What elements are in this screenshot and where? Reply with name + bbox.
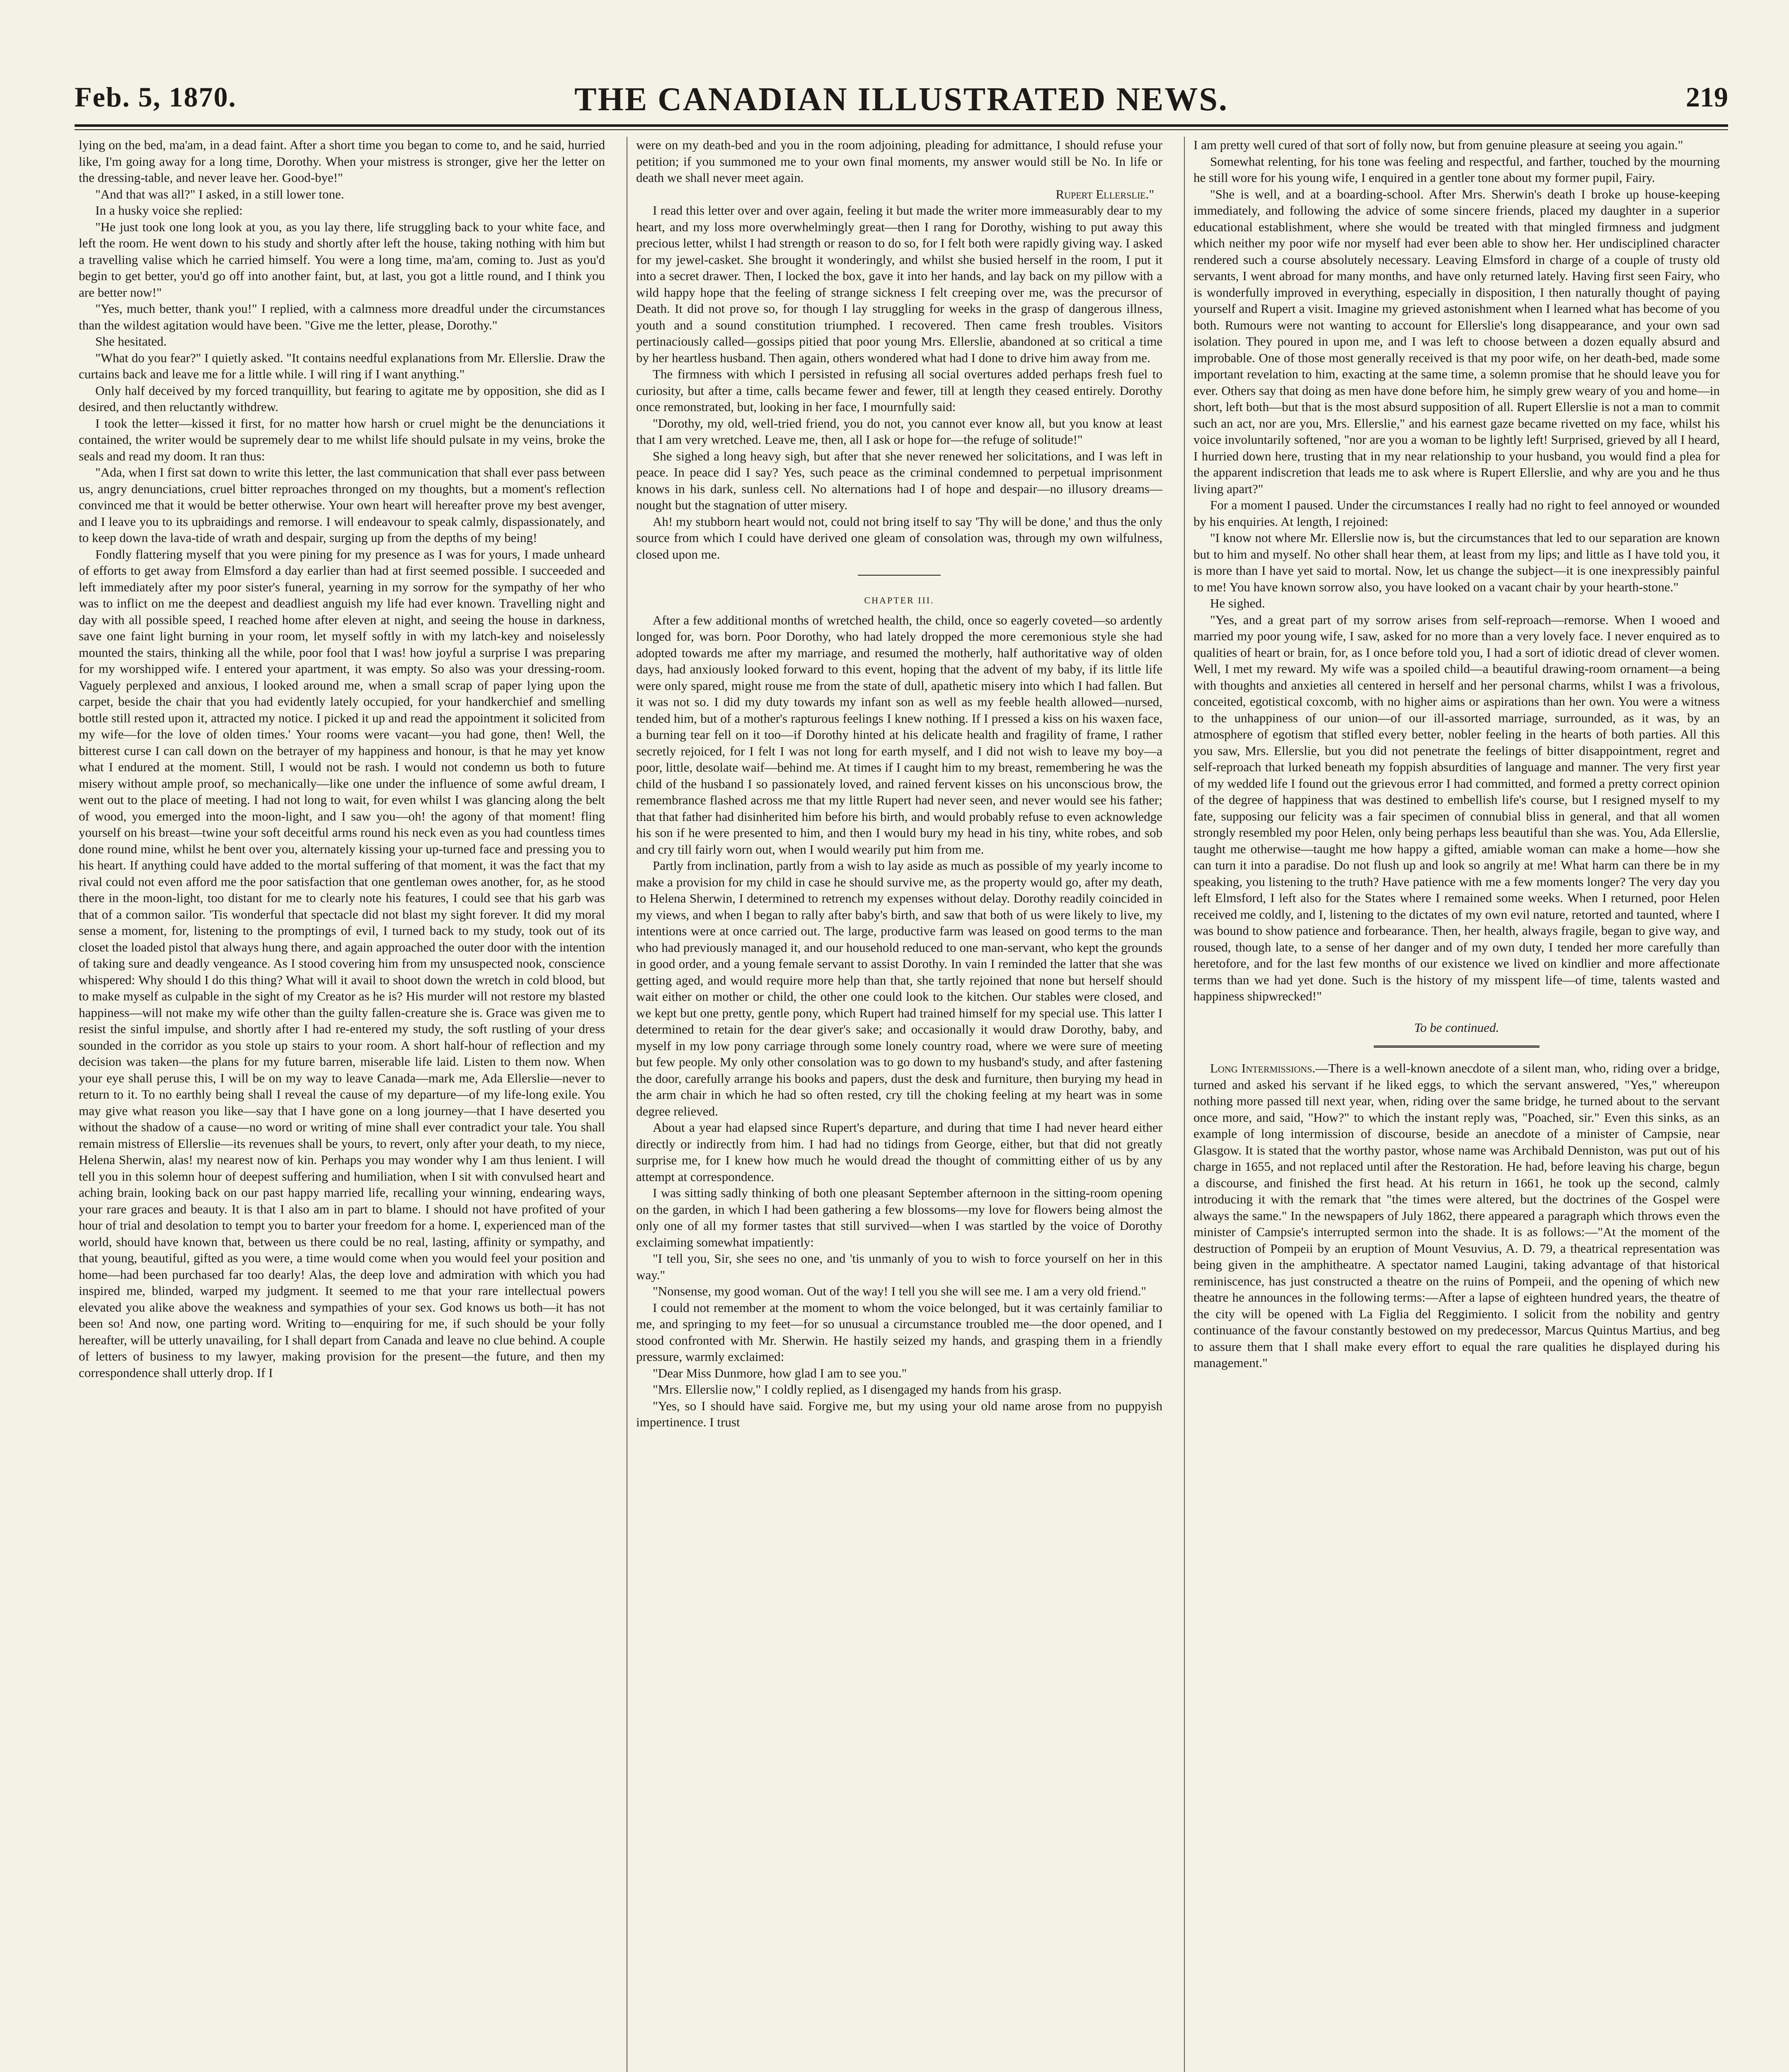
column-3 bbox=[1193, 137, 1720, 2072]
paragraph: "Mrs. Ellerslie now," I coldly replied, as I disengaged my hands from his grasp. bbox=[653, 1382, 1062, 1397]
masthead bbox=[75, 81, 1728, 118]
paragraph: "And that was all?" I asked, in a still lower tone. bbox=[95, 186, 344, 201]
paragraph: "What do you fear?" I quietly asked. "It contains needful explanations from Mr. Ellerslie. Draw the curtains back and leave me for a little while. I will ring if I want anything." bbox=[79, 350, 605, 381]
page-number: 219 bbox=[1686, 81, 1728, 113]
section-divider bbox=[858, 575, 941, 576]
newspaper-title: THE CANADIAN ILLUSTRATED NEWS. bbox=[574, 81, 1228, 118]
chapter-heading: CHAPTER III. bbox=[864, 595, 934, 605]
issue-date: Feb. 5, 1870. bbox=[75, 81, 237, 113]
article-title: Long Intermissions. bbox=[1210, 1061, 1316, 1075]
paragraph: I am pretty well cured of that sort of folly now, but from genuine pleasure at seeing you again." bbox=[1193, 138, 1683, 152]
column-divider bbox=[1184, 137, 1185, 2072]
paragraph: The firmness with which I persisted in refusing all social overtures added perhaps fresh fuel to curiosity, but after a time, calls became fewer and fewer, till at length they ceased entirely. Dorothy once remonstrated, but, looking in her face, I mournfully said: bbox=[636, 367, 1162, 414]
paragraph: In a husky voice she replied: bbox=[95, 203, 243, 218]
paragraph: "Yes, so I should have said. Forgive me, but my using your old name arose from no puppyish impertinence. I trust bbox=[636, 1398, 1162, 1429]
paragraph: "Nonsense, my good woman. Out of the way! I tell you she will see me. I am a very old friend." bbox=[653, 1284, 1146, 1298]
masthead-rule-thin bbox=[75, 129, 1728, 130]
paragraph: Fondly flattering myself that you were pining for my presence as I was for yours, I made unheard of efforts to get away from Elmsford a day earlier than had at first seemed possible. I succeeded and left immediately after my poor sister's funeral, yearning in my sorrow for the sympathy of her who was to inflict on me the deepest and deadliest anguish my life had ever known. Travelling night and day with all possible speed, I reached home after eleven at night, and seeing the house in darkness, save one faint light burning in your room, let myself softly in with my latch-key and noiselessly mounted the stairs, thinking all the while, poor fool that I was! how joyful a surprise I was preparing for my worshipped wife. I entered your apartment, it was empty. So also was your dressing-room. Vaguely perplexed and anxious, I looked around me, when a small scrap of paper lying upon the carpet, beside the chair that you had evidently lately occupied, for your handkerchief and smelling bottle still rested upon it, attracted my notice. I picked it up and read the appointment it solicited from my wife—for the love of olden times.' Your rooms were vacant—you had gone, then! Well, the bitterest curse I can call down on the betrayer of my happiness and honour, is that he may yet know what I endured at the moment. Still, I would not be rash. I would not condemn us both to future misery without ample proof, so mechanically—like one under the influence of some awful dream, I went out to the place of meeting. I had not long to wait, for even whilst I was glancing along the belt of wood, you emerged into the moon-light, and I saw you—oh! the agony of that moment! fling yourself on his breast—twine your soft deceitful arms round his neck even as you had countless times done round mine, whilst he bent over you, alternately kissing your up-turned face and pressing you to his heart. If anything could have added to the mortal suffering of that moment, it was the fact that my rival could not even afford me the poor satisfaction that one gentleman owes another, for, as he stood there in the moon-light, too distant for me to clearly note his features, I could see that his garb was that of a common sailor. 'Tis wonderful that spectacle did not blast my sight forever. It did my moral sense a moment, for, listening to the promptings of evil, I turned back to my study, took out of its closet the loaded pistol that always hung there, and again approached the outer door with the intention of taking sure and deadly vengeance. As I stood covering him from my unsuspected nook, conscience whispered: Why should I do this thing? What will it avail to shoot down the wretch in cold blood, but to make myself as culpable in the sight of my Creator as he is? His murder will not restore my blasted happiness—will not make my wife other than the guilty fallen-creature she is. Grace was given me to resist the sinful impulse, and shortly after I had re-entered my study, the soft rustling of your dress sounded in the corridor as you stole up stairs to your room. A short half-hour of reflection and my decision was taken—the plans for my future barren, miserable life laid. Listen to them now. When your eye shall peruse this, I will be on my way to leave Canada—mark me, Ada Ellerslie—never to return to it. To no earthly being shall I reveal the cause of my departure—of my life-long exile. You may give what reason you like—say that I have gone on a long journey—that I have deserted you without the shadow of a cause—no word or writing of mine shall ever contradict your tale. You shall remain mistress of Ellerslie—its revenues shall be yours, to revert, only after your death, to my niece, Helena Sherwin, alas! my nearest now of kin. Perhaps you may wonder why I am thus lenient. I will tell you in this solemn hour of deepest suffering and humiliation, when I sit with convulsed heart and aching brain, looking back on our past happy married life, recalling your winning, endearing ways, your rare graces and beauty. It is that I also am in part to blame. I should not have profited of your hour of trial and desolation to tempt you to barter your freedom for a home. I, experienced man of the world, should have known that, between us there could be no real, lasting, affinity or sympathy, and that young, beautiful, gifted as you were, a time would come when you would feel your position and home—had been purchased far too dearly! Alas, the deep love and admiration with which you had inspired me, blinded, warped my judgment. It seemed to me that your rare intellectual powers elevated you alike above the weakness and sympathies of your sex. God knows us both—it has not been so! And now, one parting word. Writing to—enquiring for me, if such should be your folly hereafter, will be utterly unavailing, for I shall depart from Canada and leave no clue behind. A couple of letters of business to my lawyer, making provision for the present—the future, and then my correspondence shall utterly drop. If I bbox=[79, 547, 605, 1380]
paragraph: "Dorothy, my old, well-tried friend, you do not, you cannot ever know all, but you know at least that I am very wretched. Leave me, then, all I ask or hope for—the refuge of solitude!" bbox=[636, 416, 1162, 447]
column-1 bbox=[79, 137, 605, 2072]
paragraph: She sighed a long heavy sigh, but after that she never renewed her solicitations, and I was left in peace. In peace did I say? Yes, such peace as the criminal condemned to perpetual imprisonment knows in his dark, sunless cell. No alternations had I of hope and despair—no illusory dreams—nought but the stagnation of utter misery. bbox=[636, 448, 1162, 512]
paragraph: "Yes, and a great part of my sorrow arises from self-reproach—remorse. When I wooed and married my poor young wife, I saw, asked for no more than a very lovely face. I never enquired as to qualities of heart or brain, for, as I once before told you, I had a sort of idiotic dread of clever women. Well, I met my reward. My wife was a spoiled child—a beautiful drawing-room ornament—a being with thoughts and anxieties all centered in herself and her personal charms, whilst I was a frivolous, conceited, egotistical coxcomb, with no higher aims or aspirations than her own. You were a witness to the unhappiness of our union—of our ill-assorted marriage, surrounded, as it was, by an atmosphere of egotism that stifled every better, nobler feeling in the hearts of both parties. All this you saw, Mrs. Ellerslie, but you did not penetrate the feelings of bitter disappointment, regret and self-reproach that lurked beneath my foppish absurdities of language and manner. The very first year of my wedded life I found out the grievous error I had committed, and formed a pretty correct opinion of the degree of happiness that was destined to embellish life's course, but I resigned myself to my fate, supposing our felicity was a fair specimen of connubial bliss in general, and that all women strongly resembled my poor Helen, only being perhaps less beautiful than she was. You, Ada Ellerslie, taught me otherwise—taught me how happy a gifted, amiable woman can make a home—how she can turn it into a paradise. Do not flush up and look so angrily at me! What harm can there be in my speaking, you listening to the truth? Have patience with me a few moments longer? The very day you left Elmsford, I left also for the States where I remained some weeks. When I returned, poor Helen received me coldly, and I, listening to the dictates of my own evil nature, retorted and taunted, where I was bound to show patience and forbearance. Then, her health, always fragile, began to give way, and roused, though late, to a sense of her danger and of my own duty, I tended her more carefully than heretofore, and for the last few months of our existence we lived on kindlier and more affectionate terms than we had yet done. Such is the history of my misspent life—of time, talents wasted and happiness shipwrecked!" bbox=[1193, 612, 1720, 1003]
paragraph: Somewhat relenting, for his tone was feeling and respectful, and farther, touched by the mourning he still wore for his young wife, I enquired in a gentler tone about my former pupil, Fairy. bbox=[1193, 154, 1720, 185]
to-be-continued: To be continued. bbox=[1414, 1020, 1499, 1035]
article-body: —There is a well-known anecdote of a silent man, who, riding over a bridge, turned and asked his servant if he liked eggs, to which the servant answered, "Yes," whereupon nothing more passed till next year, when, riding over the same bridge, he turned about to the servant once more, and said, "How?" to which the instant reply was, "Poached, sir." Even this sinks, as an example of long intermission of discourse, beside an anecdote of a minister of Campsie, near Glasgow. It is stated that the worthy pastor, whose name was Archibald Denniston, was put out of his charge in 1655, and not replaced until after the Restoration. He had, before leaving his charge, begun a discourse, and finished the first head. At his return in 1661, he took up the second, calmly introducing it with the remark that "the times were altered, but the doctrines of the Gospel were always the same." In the newspapers of July 1862, there appeared a paragraph which throws even the minister of Campsie's interrupted sermon into the shade. It is as follows:—"At the moment of the destruction of Pompeii by an eruption of Mount Vesuvius, A. D. 79, a theatrical representation was being given in the amphitheatre. A spectator named Laugini, taking advantage of that historical reminiscence, has just constructed a theatre on the ruins of Pompeii, and the opening of which new theatre he announces in the following terms:—After a lapse of eighteen hundred years, the theatre of the city will be opened with La Figlia del Reggimiento. I solicit from the nobility and gentry continuance of the favour constantly bestowed on my predecessor, Marcus Quintus Martius, and beg to assure them that I shall make every effort to equal the rare qualities he displayed during his management." bbox=[1193, 1061, 1720, 1370]
paragraph: Only half deceived by my forced tranquillity, but fearing to agitate me by opposition, she did as I desired, and then reluctantly withdrew. bbox=[79, 383, 605, 414]
paragraph: I could not remember at the moment to whom the voice belonged, but it was certainly familiar to me, and springing to my feet—for so unusual a circumstance troubled me—the door opened, and I stood confronted with Mr. Sherwin. He hastily seized my hands, and grasping them in a friendly pressure, warmly exclaimed: bbox=[636, 1300, 1162, 1364]
paragraph: "Ada, when I first sat down to write this letter, the last communication that shall ever pass between us, angry denunciations, cruel bitter reproaches thronged on my thoughts, but a moment's reflection convinced me that it would be better otherwise. Your own heart will hereafter prove my best avenger, and I leave you to its upbraidings and remorse. I will endeavour to speak calmly, dispassionately, and to keep down the lava-tide of wrath and despair, surging up from the depths of my being! bbox=[79, 465, 605, 545]
paragraph: Partly from inclination, partly from a wish to lay aside as much as possible of my yearly income to make a provision for my child in case he should survive me, as the property would go, after my death, to Helena Sherwin, I determined to retrench my expenses without delay. Dorothy readily coincided in my views, and when I began to rally after baby's birth, and saw that both of us were likely to live, my intentions were at once carried out. The large, productive farm was leased on good terms to the man who had previously managed it, and our household reduced to one man-servant, who kept the grounds in good order, and a young female servant to assist Dorothy. In vain I reminded the latter that she was getting aged, and would require more help than that, she tartly rejoined that none but herself should wait either on mother or child, the other one could look to the kitchen. Our stables were closed, and we kept but one pretty, gentle pony, which Rupert had trained himself for my special use. This latter I determined to retain for the dear giver's sake; and occasionally it would draw Dorothy, baby, and myself in my low pony carriage through some lonely country road, where we were sure of meeting but few people. My only other consolation was to go down to my husband's study, and after fastening the door, carefully arrange his books and papers, dust the desk and furniture, then burying my head in the arm chair in which he had so often rested, cry till the choking feeling at my heart was in some degree relieved. bbox=[636, 858, 1162, 1118]
paragraph: "I know not where Mr. Ellerslie now is, but the circumstances that led to our separation are known but to him and myself. No other shall hear them, at least from my lips; and little as I have told you, it is more than I have yet said to mortal. Now, let us change the subject—it is one inexpressibly painful to me! You have known sorrow also, you have looked on a vacant chair by your hearth-stone." bbox=[1193, 530, 1720, 594]
article-long-intermissions bbox=[1193, 1060, 1720, 1371]
paragraph: I took the letter—kissed it first, for no matter how harsh or cruel might be the denunciations it contained, the writer would be supremely dear to me whilst life should pulsate in my veins, broke the seals and read my doom. It ran thus: bbox=[79, 416, 605, 463]
paragraph: "Yes, much better, thank you!" I replied, with a calmness more dreadful under the circumstances than the wildest agitation would have been. "Give me the letter, please, Dorothy." bbox=[79, 301, 605, 332]
paragraph: "She is well, and at a boarding-school. After Mrs. Sherwin's death I broke up house-keeping immediately, and following the advice of some sincere friends, placed my daughter in a superior educational establishment, where she would be treated with that mingled firmness and judgment which neither my poor wife nor myself had ever been able to show her. Her undisciplined character rendered such a course absolutely necessary. Leaving Elmsford in charge of a couple of trusty old servants, I went abroad for many months, and have only returned lately. Having first seen Fairy, who is wonderfully improved in everything, especially in disposition, I then naturally thought of paying yourself and Rupert a visit. Imagine my grieved astonishment when I learned what has become of you both. Rumours were not wanting to account for Ellerslie's long disappearance, and your own sad isolation. They poured in upon me, and I was left to choose between a dozen equally absurd and improbable. One of those most generally received is that my poor wife, on her death-bed, made some important revelation to him, exacting at the same time, a solemn promise that he should leave you for ever. Others say that doing as men have done before him, he simply grew weary of you and home—in short, left both—but that is the most absurd supposition of all. Rupert Ellerslie is not a man to commit such an act, nor are you, Mrs. Ellerslie," and his earnest gaze became rivetted on my face, whilst his voice involuntarily softened, "nor are you a woman to be lightly left! Surprised, grieved by all I heard, I hurried down here, trusting that in my near relationship to your husband, you would find a plea for the apparent indiscretion that leads me to ask where is Rupert Ellerslie, and why are you and he thus living apart?" bbox=[1193, 186, 1720, 496]
paragraph: I was sitting sadly thinking of both one pleasant September afternoon in the sitting-room opening on the garden, in which I had been gathering a few blossoms—my love for flowers being almost the only one of all my former tastes that still survived—when I was startled by the voice of Dorothy exclaiming somewhat impatiently: bbox=[636, 1186, 1162, 1249]
paragraph: About a year had elapsed since Rupert's departure, and during that time I had never heard either directly or indirectly from him. I had had no tidings from George, either, but that did not greatly surprise me, for I knew how much he would dread the thought of committing either of us by any attempt at correspondence. bbox=[636, 1120, 1162, 1184]
paragraph: He sighed. bbox=[1210, 596, 1265, 610]
paragraph: "He just took one long look at you, as you lay there, life struggling back to your white face, and left the room. He went down to his study and shortly after left the house, taking nothing with him but a travelling valise which he carried himself. You were a long time, ma'am, coming to. Just as you'd begin to get better, you'd go off into another faint, but, at last, you got a little round, and I think you are better now!" bbox=[79, 219, 605, 300]
paragraph: "Dear Miss Dunmore, how glad I am to see you." bbox=[653, 1365, 907, 1380]
letter-ending: were on my death-bed and you in the room adjoining, pleading for admittance, I should refuse your petition; if you summoned me to your own final moments, my answer would still be No. In life or death we shall never meet again. bbox=[636, 138, 1162, 185]
article-divider bbox=[1374, 1046, 1540, 1048]
paragraph: I read this letter over and over again, feeling it but made the writer more immeasurably dear to my heart, and my loss more overwhelmingly great—then I rang for Dorothy, wishing to put away this precious letter, whilst I had strength or reason to do so, for I felt both were rapidly giving way. I asked for my jewel-casket. She brought it wonderingly, and whilst she busied herself in the room, I put it into a secret drawer. Then, I locked the box, gave it into her hands, and lay back on my pillow with a wild happy hope that the feeling of strange sickness I felt creeping over me, was the precursor of Death. It did not prove so, for though I lay struggling for weeks in the grasp of dangerous illness, youth and a sound constitution triumphed. I recovered. Then came fresh troubles. Visitors pertinaciously called—gossips pitied that poor young Mrs. Ellerslie, abandoned at so critical a time by her heartless husband. Then again, others wondered what had I done to drive him away from me. bbox=[636, 203, 1162, 365]
column-2 bbox=[636, 137, 1162, 2072]
masthead-rule bbox=[75, 124, 1728, 127]
paragraph: "I tell you, Sir, she sees no one, and 'tis unmanly of you to wish to force yourself on her in this way." bbox=[636, 1251, 1162, 1282]
paragraph: lying on the bed, ma'am, in a dead faint. After a short time you began to come to, and he said, hurried like, I'm going away for a long time, Dorothy. When your mistress is stronger, give her the letter on the dressing-table, and never leave her. Good-bye!" bbox=[79, 138, 605, 185]
paragraph: After a few additional months of wretched health, the child, once so eagerly coveted—so ardently longed for, was born. Poor Dorothy, who had lately dropped the more ceremonious style she had adopted towards me after my marriage, and resumed the motherly, half authoritative way of olden days, had anxiously looked forward to this event, hoping that the advent of my baby, if its little life were only spared, might rouse me from the state of dull, apathetic misery into which I had fallen. But it was not so. I did my duty towards my infant son as well as my feeble health allowed—nursed, tended him, but of a mother's rapturous feelings I knew nothing. If I pressed a kiss on his waxen face, a burning tear fell on it too—if Dorothy hinted at his delicate health and fragility of frame, I rather secretly rejoiced, for I felt I was not long for earth myself, and I did not wish to leave my boy—a poor, little, desolate waif—behind me. At times if I caught him to my breast, remembering he was the child of the husband I so passionately loved, and rained fervent kisses on his unconscious brow, the remembrance flashed across me that my little Rupert had never seen, and never would see his father; that that father had disinherited him before his birth, and would probably refuse to even acknowledge his son if he were presented to him, and then I would bury my head in his tiny, white robes, and sob and cry till fairly worn out, when I would wearily put him from me. bbox=[636, 612, 1162, 857]
letter-signature: Rupert Ellerslie." bbox=[1055, 186, 1154, 201]
paragraph: Ah! my stubborn heart would not, could not bring itself to say 'Thy will be done,' and thus the only source from which I could have derived one gleam of consolation was, through my own wilfulness, closed upon me. bbox=[636, 514, 1162, 562]
paragraph: She hesitated. bbox=[95, 334, 167, 349]
paragraph: For a moment I paused. Under the circumstances I really had no right to feel annoyed or wounded by his enquiries. At length, I rejoined: bbox=[1193, 498, 1720, 529]
